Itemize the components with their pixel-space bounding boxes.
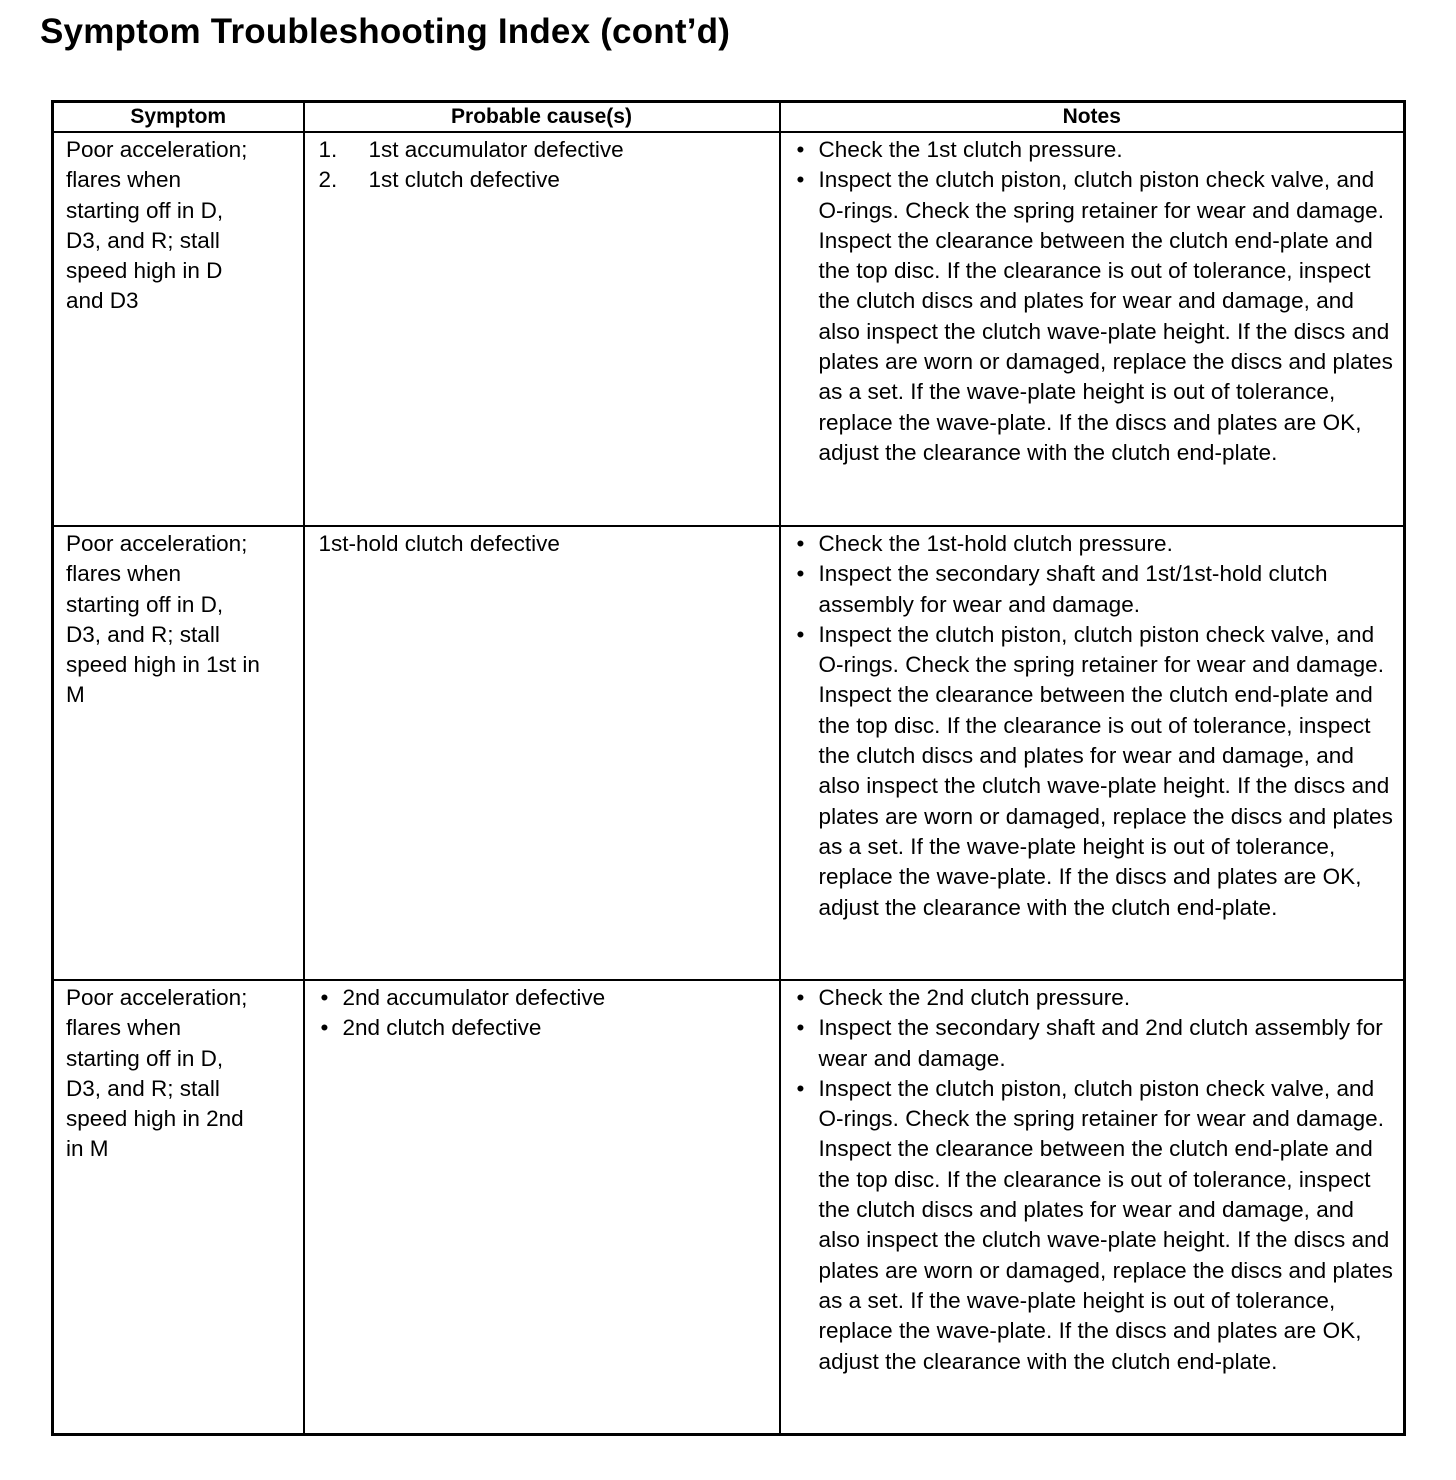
symptom-text-line: Poor acceleration;: [66, 531, 248, 556]
cause-item: [319, 983, 773, 1013]
note-item: [795, 165, 1396, 468]
note-item: [795, 529, 1396, 559]
notes-cell: [780, 980, 1405, 1435]
note-text: Inspect the secondary shaft and 1st/1st-hold clutch assembly for wear and damage.: [818, 561, 1328, 617]
cause-item: [319, 529, 773, 559]
symptom-text-line: speed high in D: [66, 258, 223, 284]
cause-text: 1st accumulator defective: [368, 137, 624, 162]
bullet-icon: •: [320, 1015, 329, 1041]
page-title: Symptom Troubleshooting Index (cont’d): [40, 12, 731, 51]
bullet-icon: •: [796, 531, 805, 556]
bullet-icon: •: [320, 985, 329, 1010]
cause-text: 1st-hold clutch defective: [318, 531, 560, 556]
symptom-text-line: in M: [66, 1136, 109, 1162]
table-row: [53, 526, 1405, 980]
note-item: [795, 559, 1396, 620]
bullet-icon: •: [796, 137, 805, 162]
notes-list: [781, 527, 1404, 923]
cause-item: [319, 1013, 773, 1043]
troubleshooting-table: [51, 100, 1406, 1436]
notes-cell: [780, 132, 1405, 526]
causes-cell: [304, 132, 780, 526]
symptom-text-line: and D3: [66, 288, 139, 314]
table-row: [53, 980, 1405, 1435]
symptom-text-line: starting off in D,: [66, 591, 224, 617]
causes-list: [305, 981, 779, 1044]
symptom-text-line: D3, and R; stall: [66, 621, 220, 647]
symptom-text-line: flares when: [66, 167, 182, 193]
cause-number: 1.: [318, 137, 338, 162]
note-item: [795, 135, 1396, 165]
symptom-text-line: D3, and R; stall: [66, 1075, 220, 1101]
cause-text: 2nd accumulator defective: [342, 985, 606, 1010]
table-header-row: [53, 102, 1405, 133]
note-text: Check the 1st-hold clutch pressure.: [818, 531, 1173, 556]
bullet-icon: •: [796, 1075, 805, 1101]
bullet-icon: •: [796, 621, 805, 647]
note-text: Check the 2nd clutch pressure.: [818, 985, 1131, 1010]
causes-list: [305, 527, 779, 559]
symptom-text-line: starting off in D,: [66, 1045, 224, 1071]
header-probable-causes: Probable cause(s): [304, 102, 780, 133]
note-text: Inspect the clutch piston, clutch piston check valve, and O-rings. Check the spring retainer for wear and damage. Inspect the clearance between the clutch end-plate and the top disc. If the clearance is out of tolerance, inspect the clutch discs and plates for wear and damage, and also inspect the clutch wave-plate height. If the discs and plates are worn or damaged, replace the discs and plates as a set. If the wave-plate height is out of tolerance, replace the wave-plate. If the discs and plates are OK, adjust the clearance with the clutch end-plate.: [818, 1075, 1393, 1374]
notes-list: [781, 981, 1404, 1377]
note-text: Inspect the clutch piston, clutch piston check valve, and O-rings. Check the spring retainer for wear and damage. Inspect the clearance between the clutch end-plate and the top disc. If the clearance is out of tolerance, inspect the clutch discs and plates for wear and damage, and also inspect the clutch wave-plate height. If the discs and plates are worn or damaged, replace the discs and plates as a set. If the wave-plate height is out of tolerance, replace the wave-plate. If the discs and plates are OK, adjust the clearance with the clutch end-plate.: [818, 621, 1393, 920]
symptom-text-line: starting off in D,: [66, 197, 224, 223]
header-symptom: Symptom: [53, 102, 304, 133]
causes-list: [305, 133, 779, 196]
header-notes: Notes: [780, 102, 1405, 133]
note-item: [795, 983, 1396, 1013]
cause-text: 2nd clutch defective: [342, 1015, 542, 1041]
symptom-text-line: Poor acceleration;: [66, 137, 248, 162]
cause-item: [319, 135, 773, 165]
causes-cell: [304, 980, 780, 1435]
cause-text: 1st clutch defective: [368, 167, 560, 193]
note-text: Check the 1st clutch pressure.: [818, 137, 1123, 162]
symptom-cell: [53, 526, 304, 980]
symptom-text-line: Poor acceleration;: [66, 985, 248, 1010]
symptom-text-line: flares when: [66, 1015, 182, 1041]
symptom-text-line: D3, and R; stall: [66, 227, 220, 253]
symptom-text-line: flares when: [66, 561, 182, 587]
bullet-icon: •: [796, 561, 805, 587]
notes-list: [781, 133, 1404, 468]
causes-cell: [304, 526, 780, 980]
symptom-cell: [53, 132, 304, 526]
symptom-text-line: speed high in 2nd: [66, 1106, 244, 1132]
note-item: [795, 620, 1396, 923]
symptom-cell: [53, 980, 304, 1435]
note-item: [795, 1013, 1396, 1074]
note-text: Inspect the secondary shaft and 2nd clutch assembly for wear and damage.: [818, 1015, 1383, 1071]
cause-number: 2.: [318, 167, 338, 193]
cause-item: [319, 165, 773, 195]
notes-cell: [780, 526, 1405, 980]
table-row: [53, 132, 1405, 526]
bullet-icon: •: [796, 167, 805, 193]
symptom-text-line: speed high in 1st in: [66, 652, 260, 678]
symptom-text-line: M: [66, 682, 85, 708]
note-text: Inspect the clutch piston, clutch piston check valve, and O-rings. Check the spring retainer for wear and damage. Inspect the clearance between the clutch end-plate and the top disc. If the clearance is out of tolerance, inspect the clutch discs and plates for wear and damage, and also inspect the clutch wave-plate height. If the discs and plates are worn or damaged, replace the discs and plates as a set. If the wave-plate height is out of tolerance, replace the wave-plate. If the discs and plates are OK, adjust the clearance with the clutch end-plate.: [818, 167, 1393, 465]
note-item: [795, 1074, 1396, 1377]
bullet-icon: •: [796, 985, 805, 1010]
bullet-icon: •: [796, 1015, 805, 1041]
